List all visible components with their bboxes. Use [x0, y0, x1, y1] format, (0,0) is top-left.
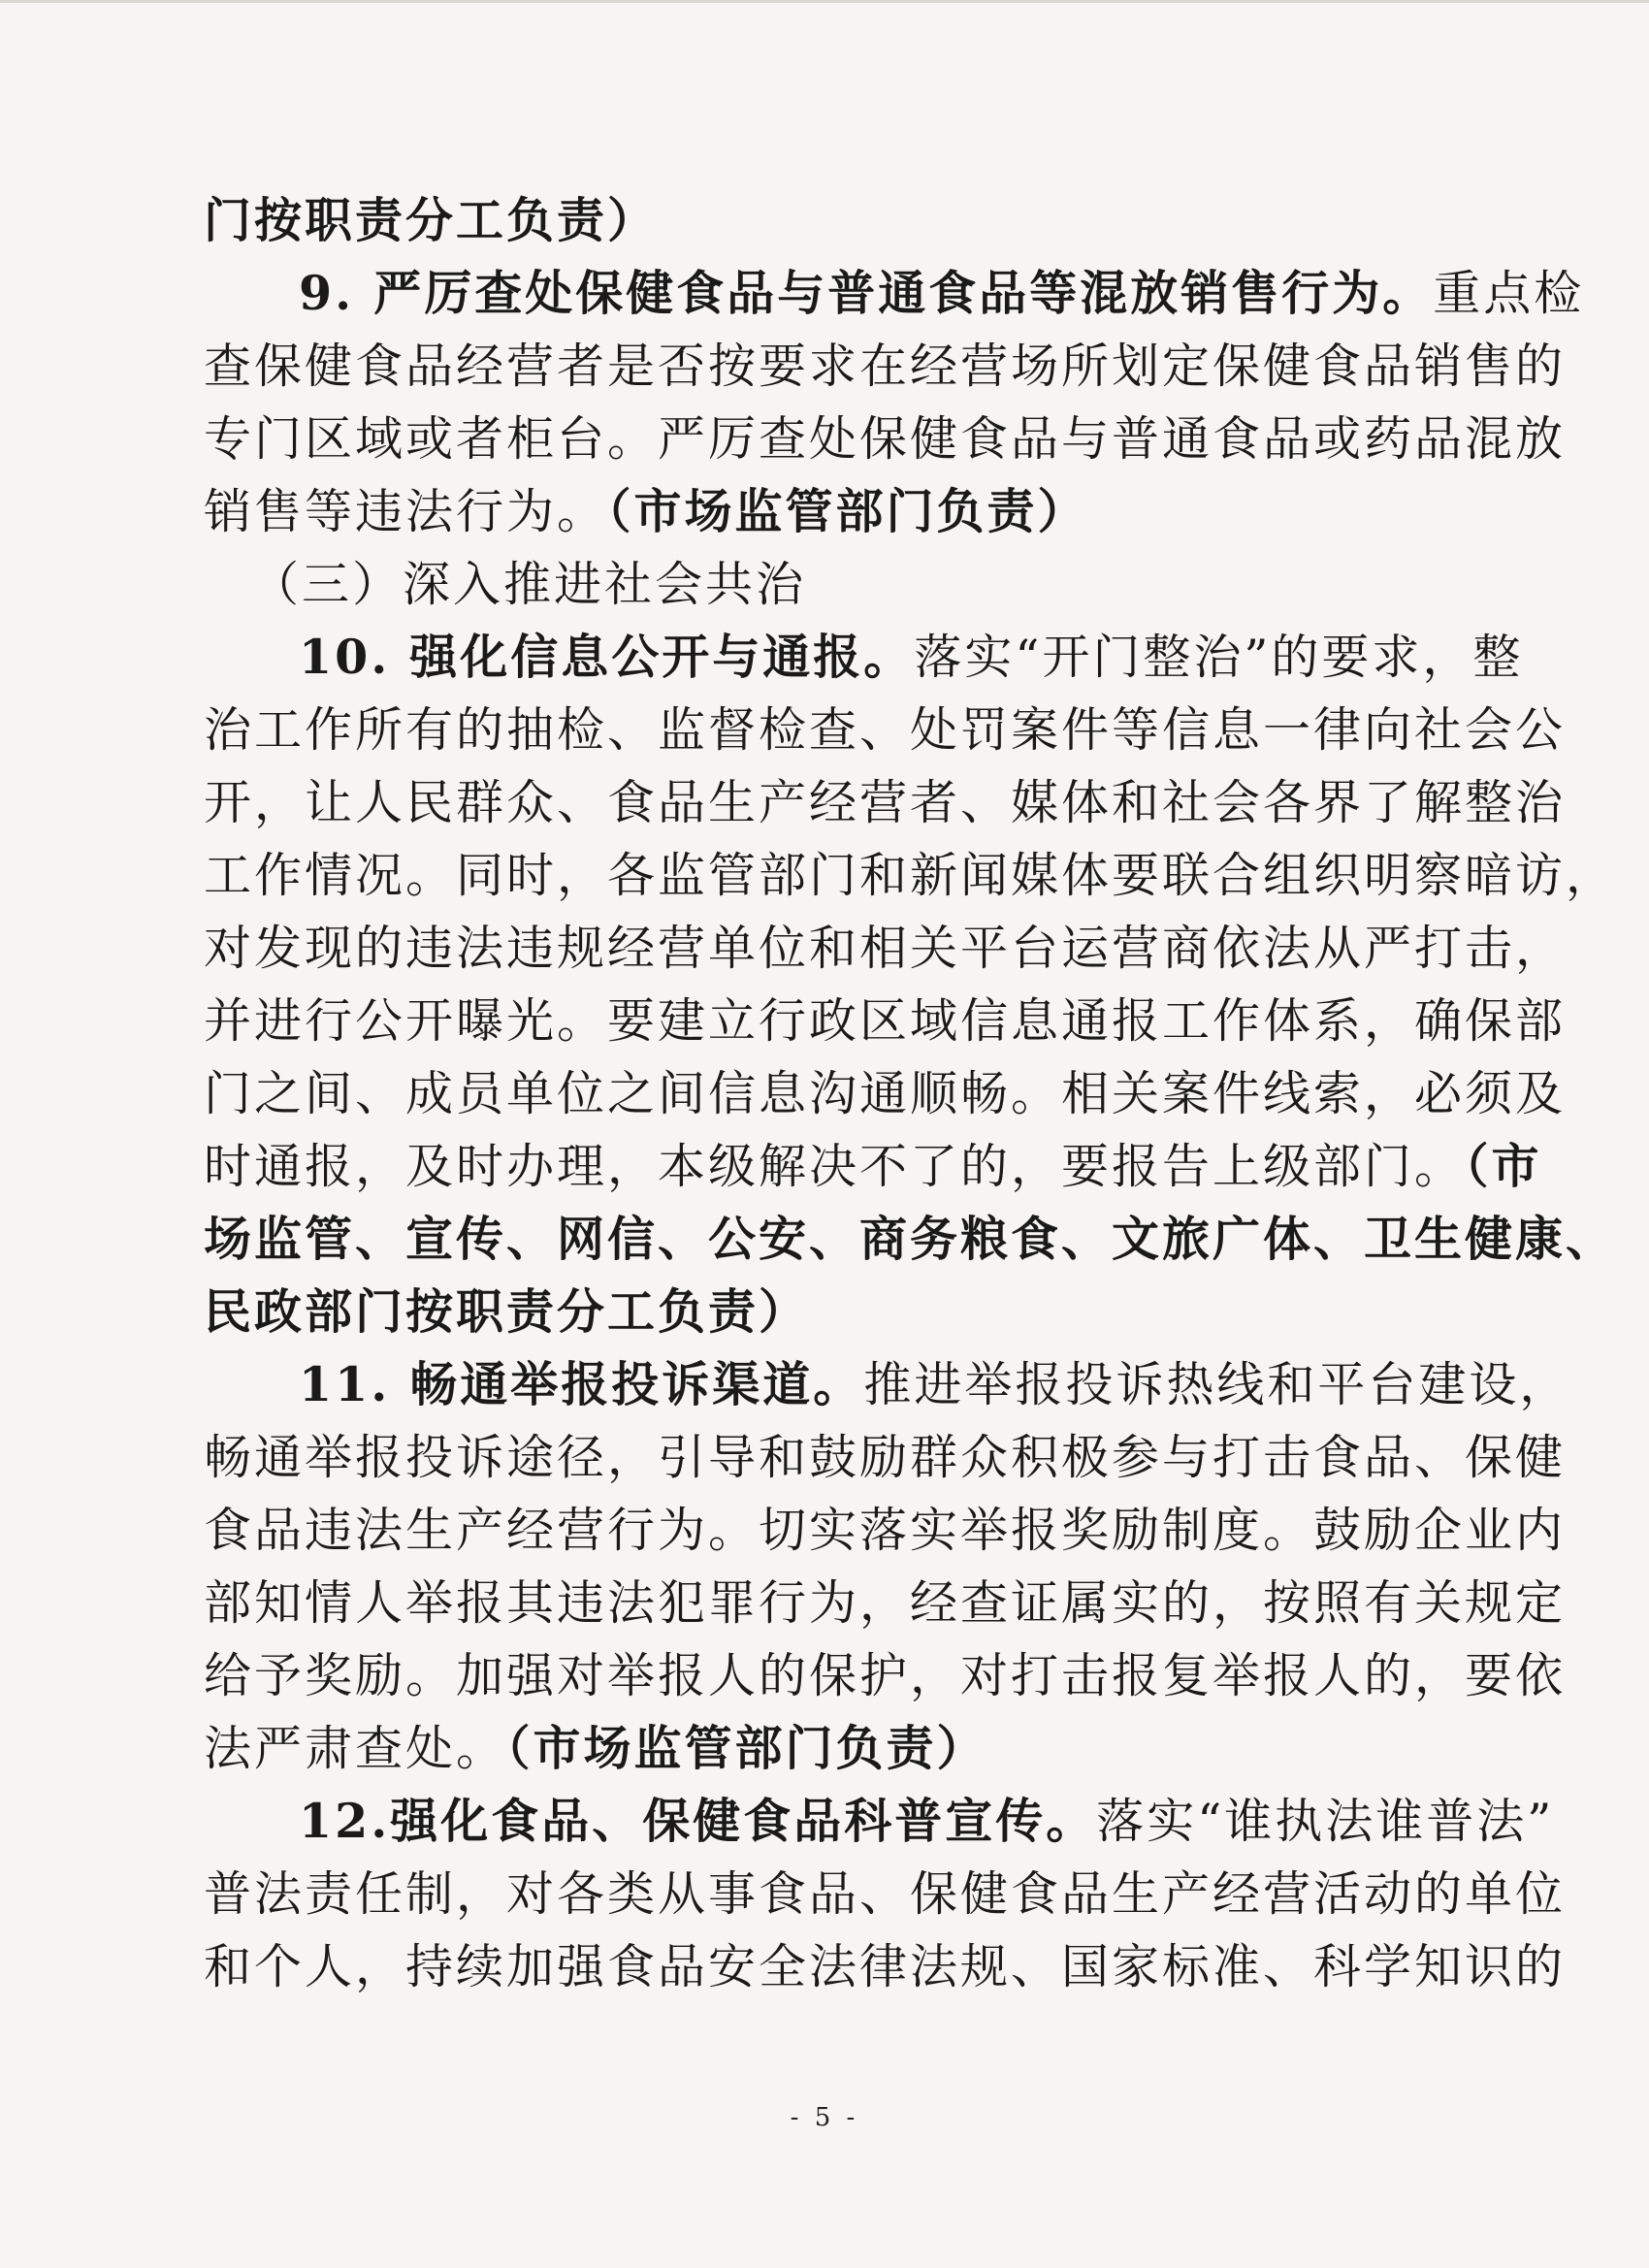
- page-number: - 5 -: [790, 2103, 859, 2132]
- paragraph-continuation-line: [204, 184, 1397, 257]
- paragraph-11-line-1: [204, 1348, 1570, 1421]
- paragraph-9-line-2: [204, 330, 1567, 403]
- paragraph-11-heading: 11. 畅通举报投诉渠道。: [299, 1356, 864, 1412]
- scan-edge: [0, 0, 1649, 3]
- paragraph-10-line-9: [204, 1203, 1617, 1276]
- body-text-run: 销售等违法行为。: [204, 484, 608, 539]
- bold-text: 门按职责分工负责）: [204, 192, 659, 248]
- body-text-run: 普法责任制，对各类从事食品、保健食品生产经营活动的单位: [204, 1866, 1567, 1922]
- paragraph-10-line-10: [204, 1276, 1397, 1348]
- body-text-run: 对发现的违法违规经营单位和相关平台运营商依法从严打击，: [204, 921, 1567, 976]
- body-text-run: 法严肃查处。: [204, 1721, 507, 1776]
- responsible-department: （市场监管部门负责）: [607, 483, 1088, 539]
- paragraph-9-line-4: [204, 475, 1397, 548]
- body-text-run: 时通报，及时办理，本级解决不了的，要报告上级部门。: [204, 1139, 1466, 1194]
- body-text-run: 落实“开门整治”的要求，整: [914, 630, 1524, 685]
- paragraph-10-line-8: [204, 1130, 1542, 1203]
- paragraph-10-line-4: [204, 839, 1617, 912]
- paragraph-9-line-1: [204, 257, 1585, 330]
- paragraph-10-line-1: [204, 621, 1524, 694]
- paragraph-10-line-3: [204, 766, 1567, 839]
- body-text: [204, 184, 1617, 2003]
- paragraph-11-line-4: [204, 1567, 1567, 1639]
- section-heading-text: （三）深入推进社会共治: [251, 557, 807, 612]
- section-heading: [204, 548, 1397, 621]
- body-text-run: 治工作所有的抽检、监督检查、处罚案件等信息一律向社会公: [204, 702, 1567, 758]
- paragraph-11-line-6: [204, 1712, 1397, 1785]
- paragraph-11-line-2: [204, 1421, 1567, 1494]
- paragraph-12-line-1: [204, 1785, 1555, 1858]
- paragraph-10-line-7: [204, 1057, 1567, 1130]
- body-text-run: 推进举报投诉热线和平台建设，: [863, 1357, 1570, 1412]
- paragraph-11-line-5: [204, 1639, 1567, 1712]
- body-text-run: 食品违法生产经营行为。切实落实举报奖励制度。鼓励企业内: [204, 1503, 1567, 1558]
- body-text-run: 畅通举报投诉途径，引导和鼓励群众积极参与打击食品、保健: [204, 1430, 1567, 1485]
- responsible-department: 场监管、宣传、网信、公安、商务粮食、文旅广体、卫生健康、: [204, 1211, 1617, 1267]
- paragraph-9-heading: 9. 严厉查处保健食品与普通食品等混放销售行为。: [299, 265, 1434, 321]
- paragraph-10-line-6: [204, 985, 1567, 1057]
- paragraph-10-line-5: [204, 912, 1567, 985]
- body-text-run: 工作情况。同时，各监管部门和新闻媒体要联合组织明察暗访，: [204, 848, 1617, 903]
- body-text-run: 门之间、成员单位之间信息沟通顺畅。相关案件线索，必须及: [204, 1066, 1567, 1121]
- body-text-run: 并进行公开曝光。要建立行政区域信息通报工作体系，确保部: [204, 993, 1567, 1049]
- responsible-department: （市: [1465, 1138, 1542, 1194]
- responsible-department: 民政部门按职责分工负责）: [204, 1283, 810, 1340]
- paragraph-11-line-3: [204, 1494, 1567, 1567]
- body-text-run: 查保健食品经营者是否按要求在经营场所划定保健食品销售的: [204, 339, 1567, 394]
- paragraph-12-line-2: [204, 1858, 1567, 1930]
- paragraph-10-heading: 10. 强化信息公开与通报。: [299, 629, 915, 685]
- responsible-department: （市场监管部门负责）: [506, 1720, 987, 1776]
- body-text-run: 给予奖励。加强对举报人的保护，对打击报复举报人的，要依: [204, 1648, 1567, 1703]
- body-text-run: 重点检: [1433, 266, 1585, 321]
- paragraph-10-line-2: [204, 694, 1567, 766]
- body-text-run: 专门区域或者柜台。严厉查处保健食品与普通食品或药品混放: [204, 411, 1567, 467]
- paragraph-12-heading: 12.强化食品、保健食品科普宣传。: [299, 1793, 1097, 1849]
- paragraph-9-line-3: [204, 403, 1567, 475]
- body-text-run: 部知情人举报其违法犯罪行为，经查证属实的，按照有关规定: [204, 1575, 1567, 1631]
- paragraph-12-line-3: [204, 1930, 1567, 2003]
- body-text-run: 开，让人民群众、食品生产经营者、媒体和社会各界了解整治: [204, 775, 1567, 830]
- body-text-run: 落实“谁执法谁普法”: [1096, 1794, 1555, 1849]
- body-text-run: 和个人，持续加强食品安全法律法规、国家标准、科学知识的: [204, 1939, 1567, 1994]
